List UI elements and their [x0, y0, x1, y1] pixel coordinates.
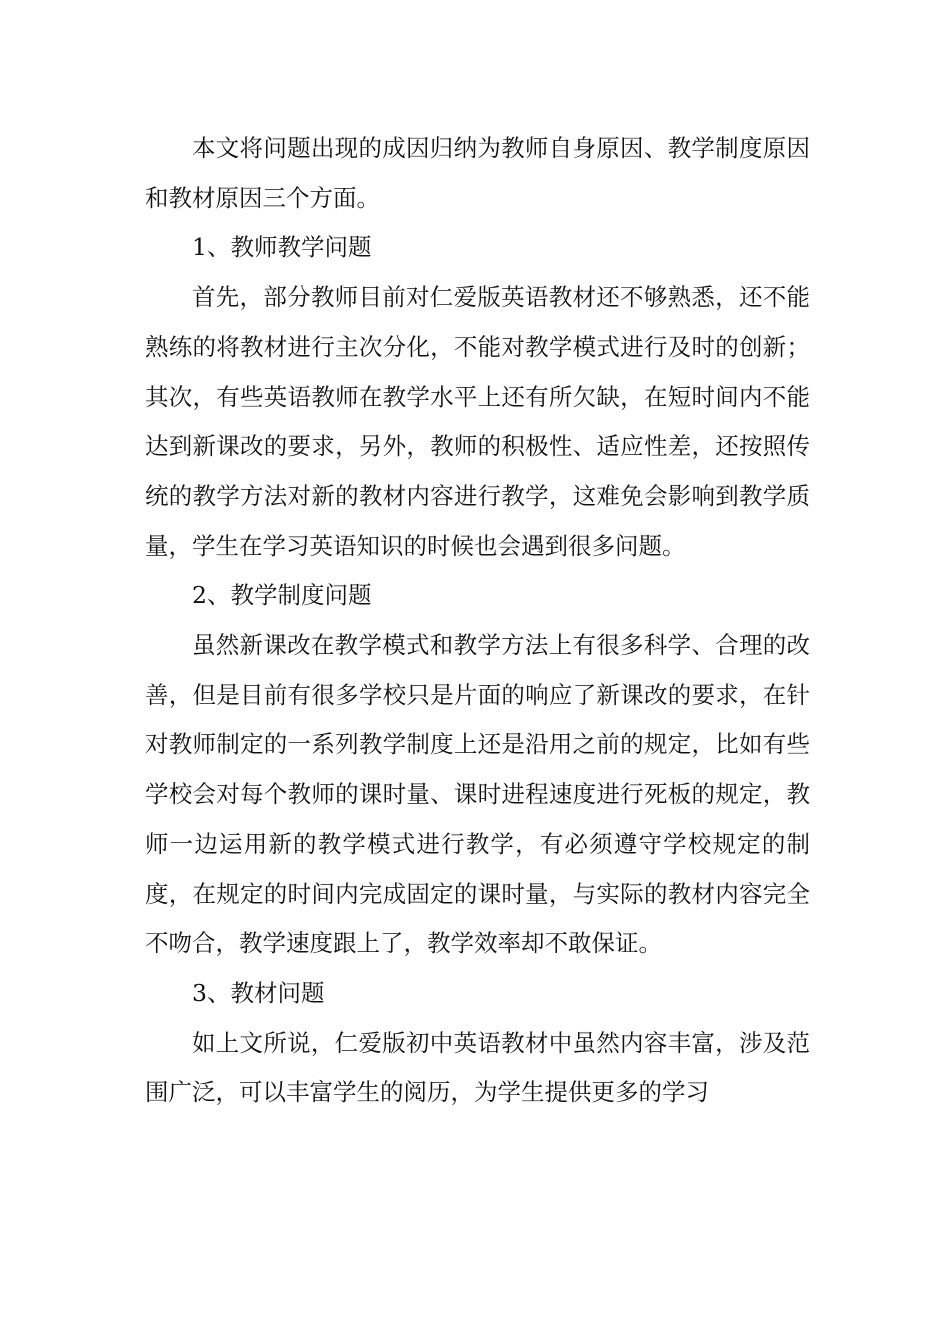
- body-paragraph-textbook: 如上文所说，仁爱版初中英语教材中虽然内容丰富，涉及范围广泛，可以丰富学生的阅历，为学生提供更多的学习: [145, 1028, 810, 1107]
- section-heading-teacher: 1、教师教学问题: [192, 233, 372, 262]
- document-page: [145, 124, 810, 1118]
- body-paragraph-system: 虽然新课改在教学模式和教学方法上有很多科学、合理的改善，但是目前有很多学校只是片面的响应了新课改的要求，在针对教师制定的一系列教学制度上还是沿用之前的规定，比如有些学校会对每个教师的课时量、课时进程速度进行死板的规定，教师一边运用新的教学模式进行教学，有必须遵守学校规定的制度，在规定的时间内完成固定的课时量，与实际的教材内容完全不吻合，教学速度跟上了，教学效率却不敢保证。: [145, 631, 810, 958]
- section-heading-textbook: 3、教材问题: [192, 978, 325, 1007]
- section-heading-system: 2、教学制度问题: [192, 581, 372, 610]
- intro-paragraph: 本文将问题出现的成因归纳为教师自身原因、教学制度原因和教材原因三个方面。: [145, 134, 810, 212]
- body-paragraph-teacher: 首先，部分教师目前对仁爱版英语教材还不够熟悉，还不能熟练的将教材进行主次分化，不能对教学模式进行及时的创新；其次，有些英语教师在教学水平上还有所欠缺，在短时间内不能达到新课改的要求，另外，教师的积极性、适应性差，还按照传统的教学方法对新的教材内容进行教学，这难免会影响到教学质量，学生在学习英语知识的时候也会遇到很多问题。: [145, 283, 810, 560]
